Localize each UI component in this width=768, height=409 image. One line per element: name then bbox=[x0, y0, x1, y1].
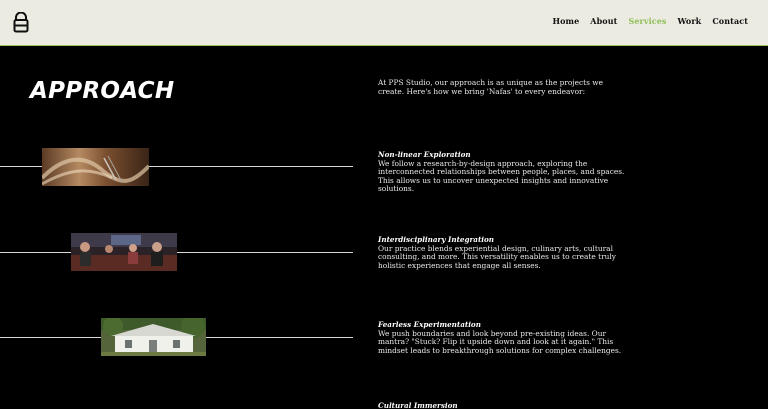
main-nav bbox=[552, 16, 748, 26]
item-title: Non-linear Exploration bbox=[378, 150, 471, 159]
intro-text: At PPS Studio, our approach is as unique as the projects we create. Here's how we bring 'Nafas' to every endeavor: bbox=[378, 78, 603, 96]
item-title: Interdisciplinary Integration bbox=[378, 235, 495, 244]
approach-item bbox=[378, 402, 633, 409]
fabric-closeup-photo bbox=[42, 148, 149, 186]
site-header bbox=[0, 0, 768, 46]
nav-contact[interactable]: Contact bbox=[712, 16, 748, 26]
nav-home[interactable]: Home bbox=[552, 16, 580, 26]
item-title: Fearless Experimentation bbox=[378, 320, 481, 329]
white-house-photo bbox=[101, 318, 206, 356]
approach-item bbox=[378, 151, 633, 194]
nav-about[interactable]: About bbox=[590, 16, 618, 26]
nav-work[interactable]: Work bbox=[677, 16, 702, 26]
item-body: We follow a research-by-design approach, exploring the interconnected relationships between people, places, and spaces. This allows us to uncover unexpected insights and innovative solutions. bbox=[378, 158, 625, 194]
approach-item bbox=[378, 321, 633, 355]
item-title: Cultural Immersion bbox=[378, 401, 458, 409]
bar-scene-photo bbox=[71, 233, 177, 271]
item-body: Our practice blends experiential design, culinary arts, cultural consulting, and more. This versatility enables us to create truly holistic experiences that engage all senses. bbox=[378, 243, 616, 270]
interior-photo bbox=[129, 404, 235, 409]
item-body: We push boundaries and look beyond pre-existing ideas. Our mantra? "Stuck? Flip it upside down and look at it again." This mindset leads to breakthrough solutions for complex challenges. bbox=[378, 328, 622, 355]
nav-services[interactable]: Services bbox=[628, 16, 667, 26]
pps-logo-icon[interactable] bbox=[13, 12, 29, 33]
page-title: APPROACH bbox=[30, 78, 175, 104]
approach-item bbox=[378, 236, 633, 270]
